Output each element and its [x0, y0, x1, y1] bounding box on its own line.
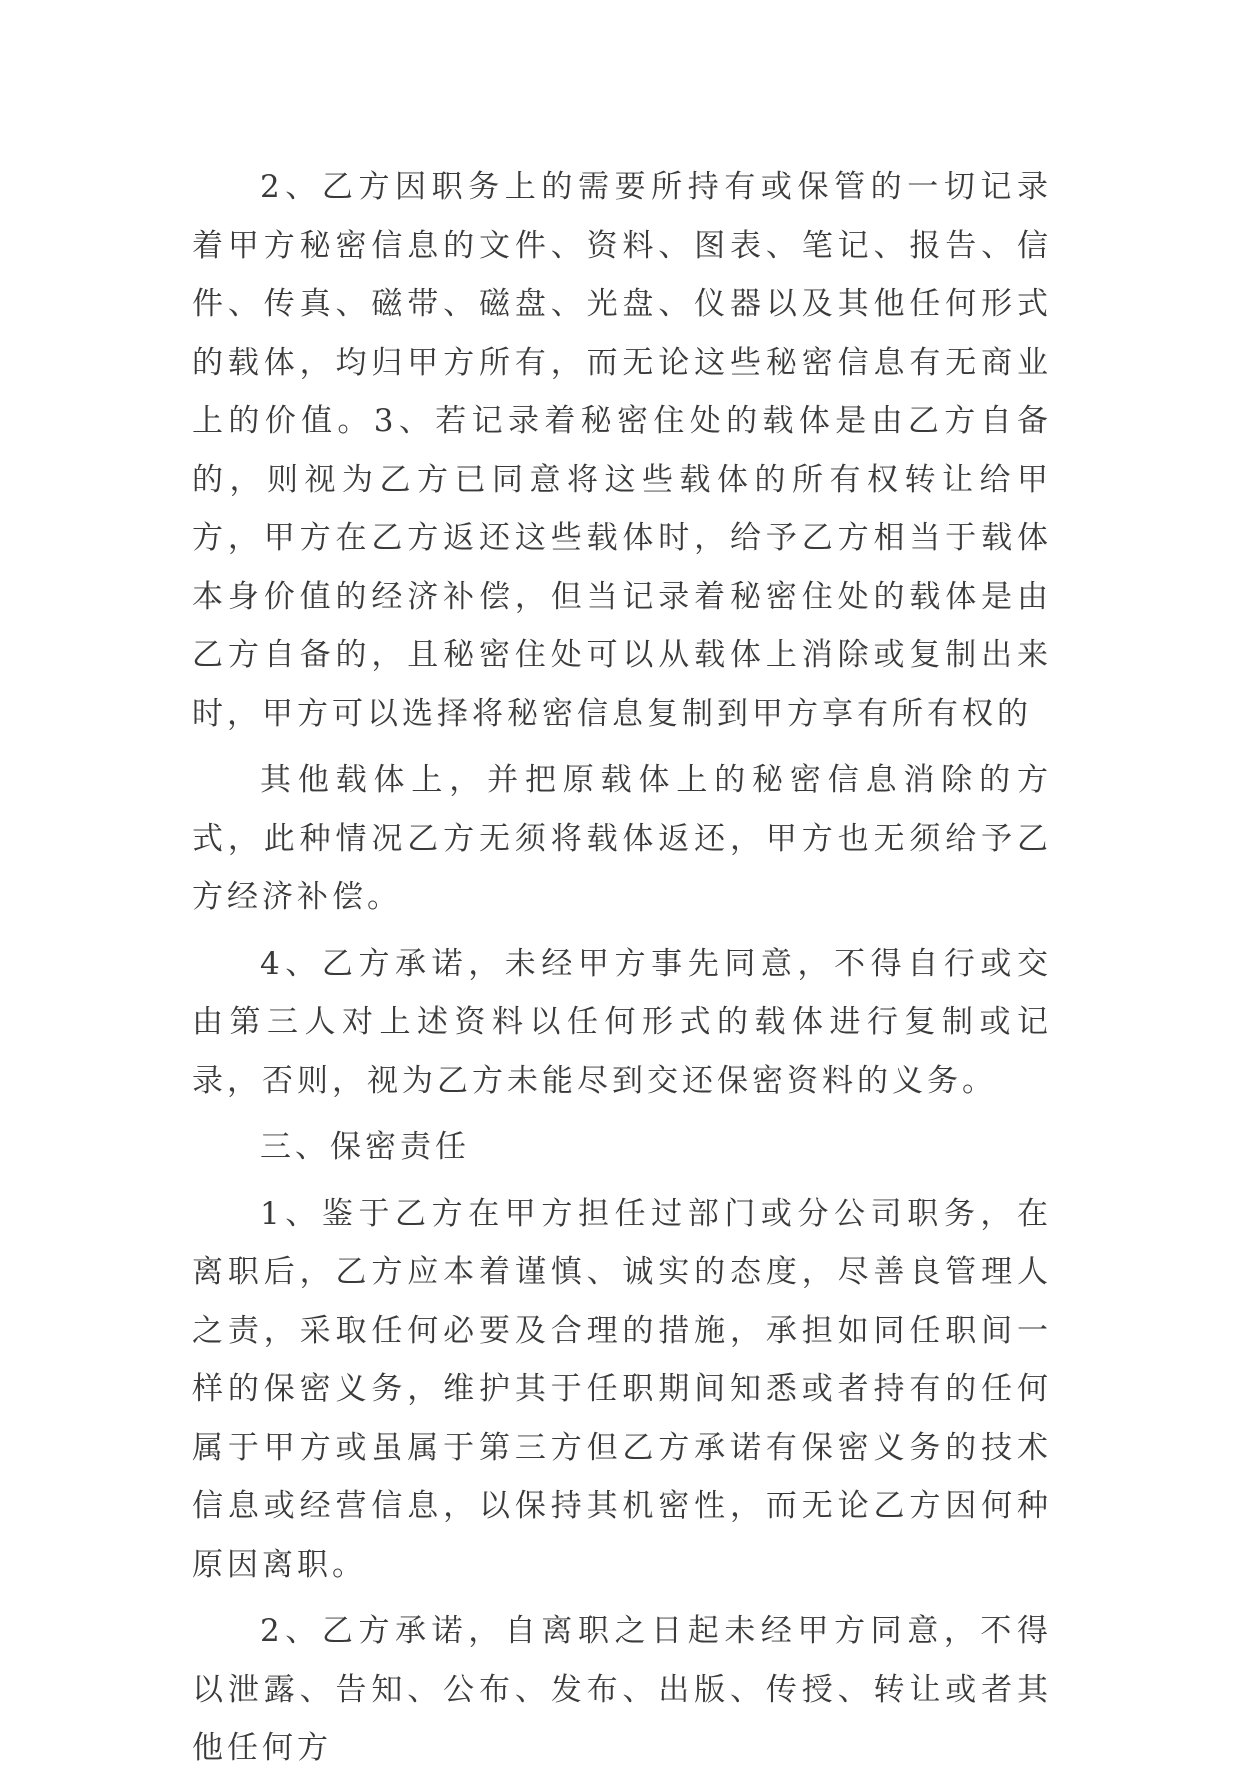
paragraph-other-carriers: 其他载体上，并把原载体上的秘密信息消除的方式，此种情况乙方无须将载体返还，甲方也无须给予乙方经济补偿。 — [192, 762, 1052, 915]
paragraph-materials-ownership: 2、乙方因职务上的需要所持有或保管的一切记录着甲方秘密信息的文件、资料、图表、笔记、报告、信件、传真、磁带、磁盘、光盘、仪器以及其他任何形式的载体，均归甲方所有，而无论这些秘密信息有无商业上的价值。3、若记录着秘密住处的载体是由乙方自备的，则视为乙方已同意将这些载体的所有权转让给甲方，甲方在乙方返还这些载体时，给予乙方相当于载体本身价值的经济补偿，但当记录着秘密住处的载体是由乙方自备的，且秘密住处可以从载体上消除或复制出来时，甲方可以选择将秘密信息复制到甲方享有所有权的 — [192, 169, 1052, 732]
paragraph-no-disclosure-commitment: 2、乙方承诺，自离职之日起未经甲方同意，不得以泄露、告知、公布、发布、出版、传授、转让或者其他任何方 — [192, 1613, 1052, 1766]
paragraph-no-copy-commitment: 4、乙方承诺，未经甲方事先同意，不得自行或交由第三人对上述资料以任何形式的载体进行复制或记录，否则，视为乙方未能尽到交还保密资料的义务。 — [192, 945, 1052, 1099]
paragraph-post-employment-duty: 1、鉴于乙方在甲方担任过部门或分公司职务，在离职后，乙方应本着谨慎、诚实的态度，尽善良管理人之责，采取任何必要及合理的措施，承担如同任职间一样的保密义务，维护其于任职期间知悉或者持有的任何属于甲方或虽属于第三方但乙方承诺有保密义务的技术信息或经营信息，以保持其机密性，而无论乙方因何种原因离职。 — [192, 1195, 1052, 1583]
document-body — [192, 158, 1052, 1778]
section-heading-confidentiality-duty: 三、保密责任 — [260, 1129, 470, 1165]
